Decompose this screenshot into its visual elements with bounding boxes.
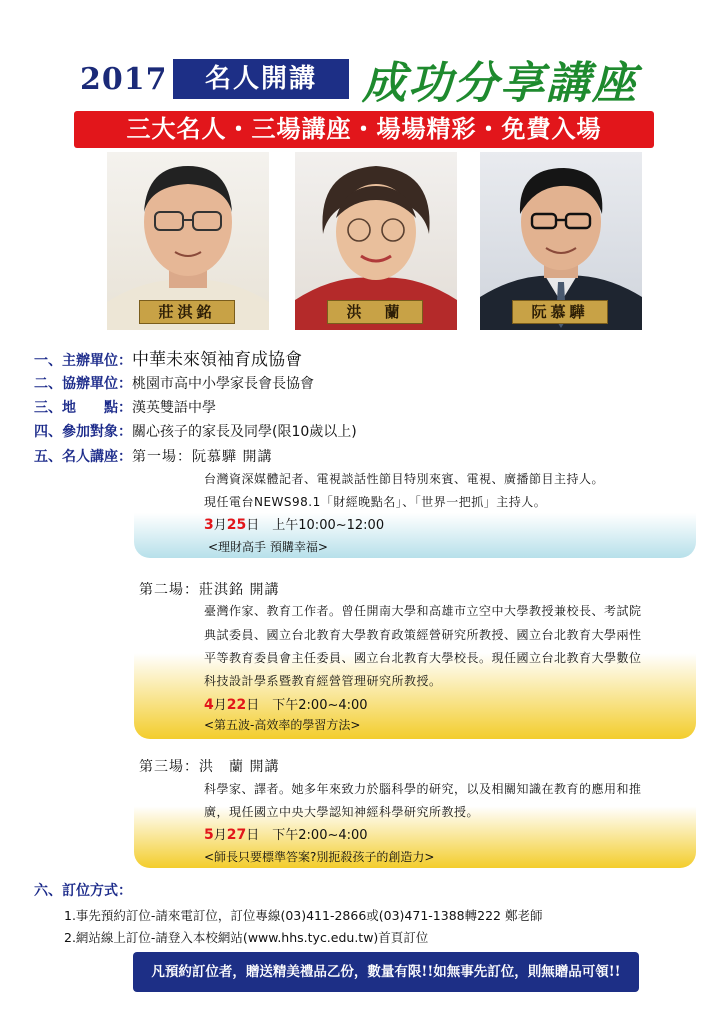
session-1-day: 25 — [226, 517, 247, 533]
speaker-name-2: 洪 蘭 — [327, 300, 423, 324]
speaker-name-3: 阮慕驊 — [512, 300, 608, 324]
session-3-date: 5月27日 下午2:00~4:00 — [204, 827, 368, 843]
audience-label: 四、參加對象： — [34, 424, 132, 440]
booking-method-phone: 1.事先預約訂位-請來電訂位，訂位專線(03)411-2866或(03)471-1388轉222 鄭老師 — [64, 908, 543, 923]
speaker-photo-2 — [295, 152, 457, 330]
organizer-label: 一、主辦單位： — [34, 353, 132, 369]
session-2-month: 4 — [204, 697, 214, 713]
event-year: 2017 — [80, 62, 168, 97]
session-3-day: 27 — [226, 827, 247, 843]
venue-label: 三、地 點： — [34, 400, 132, 416]
session-2-bio-4: 科技設計學系暨教育經營管理研究所教授。 — [204, 674, 442, 688]
session-2-bio-3: 平等教育委員會主任委員、國立台北教育大學校長。現任國立台北教育大學數位 — [204, 651, 642, 665]
audience-row — [34, 421, 357, 441]
session-1-bio-1: 台灣資深媒體記者、電視談話性節目特別來賓、電視、廣播節目主持人。 — [204, 472, 605, 486]
co-organizer-value: 桃園市高中小學家長會長協會 — [132, 376, 314, 392]
promo-banner: 三大名人・三場講座・場場精彩・免費入場 — [74, 111, 654, 148]
session-2-day: 22 — [226, 697, 247, 713]
lecture-row — [34, 446, 272, 466]
lecture-label: 五、名人講座： — [34, 449, 132, 465]
session-1-date: 3月25日 上午10:00~12:00 — [204, 517, 385, 533]
session-2-heading: 第二場：莊淇銘 開講 — [139, 582, 280, 598]
session-2-topic: <第五波-高效率的學習方法> — [204, 718, 361, 732]
session-3-month: 5 — [204, 827, 214, 843]
event-title: 成功分享講座 — [362, 58, 638, 109]
session-2-bio-2: 典試委員、國立台北教育大學教育政策經營研究所教授、國立台北教育大學兩性 — [204, 628, 642, 642]
gift-notice: 凡預約訂位者，贈送精美禮品乙份，數量有限!!如無事先訂位，則無贈品可領!! — [133, 952, 639, 992]
series-badge: 名人開講 — [173, 59, 349, 99]
session-3-time: 下午2:00~4:00 — [272, 828, 368, 843]
co-organizer-label: 二、協辦單位： — [34, 376, 132, 392]
co-organizer-row — [34, 373, 314, 393]
session-1-topic: <理財高手 預購幸福> — [208, 540, 328, 554]
session-2-date: 4月22日 下午2:00~4:00 — [204, 697, 368, 713]
venue-value: 漢英雙語中學 — [132, 400, 216, 416]
session-3-bio-2: 廣，現任國立中央大學認知神經科學研究所教授。 — [204, 805, 480, 819]
session-2-bio-1: 臺灣作家、教育工作者。曾任開南大學和高雄市立空中大學教授兼校長、考試院 — [204, 604, 642, 618]
session-1-bio-2: 現任電台NEWS98.1「財經晚點名」、「世界一把抓」主持人。 — [204, 495, 547, 509]
booking-method-web: 2.網站線上訂位-請登入本校網站(www.hhs.tyc.edu.tw)首頁訂位 — [64, 930, 429, 945]
audience-value: 關心孩子的家長及同學(限10歲以上) — [132, 424, 357, 440]
speaker-photo-3 — [480, 152, 642, 330]
organizer-row — [34, 345, 302, 370]
session-1-heading: 第一場：阮慕驊 開講 — [132, 449, 273, 465]
session-1-month: 3 — [204, 517, 214, 533]
session-2-time: 下午2:00~4:00 — [272, 698, 368, 713]
session-3-topic: <師長只要標準答案?別扼殺孩子的創造力> — [204, 850, 435, 864]
session-3-heading: 第三場：洪 蘭 開講 — [139, 759, 280, 775]
venue-row — [34, 397, 216, 417]
session-3-bio-1: 科學家、譯者。她多年來致力於腦科學的研究，以及相關知識在教育的應用和推 — [204, 782, 642, 796]
booking-row — [34, 880, 132, 900]
booking-label: 六、訂位方式： — [34, 883, 132, 899]
speaker-photo-1 — [107, 152, 269, 330]
organizer-value: 中華未來領袖育成協會 — [132, 350, 302, 370]
speaker-name-1: 莊淇銘 — [139, 300, 235, 324]
session-1-time: 上午10:00~12:00 — [272, 518, 385, 533]
